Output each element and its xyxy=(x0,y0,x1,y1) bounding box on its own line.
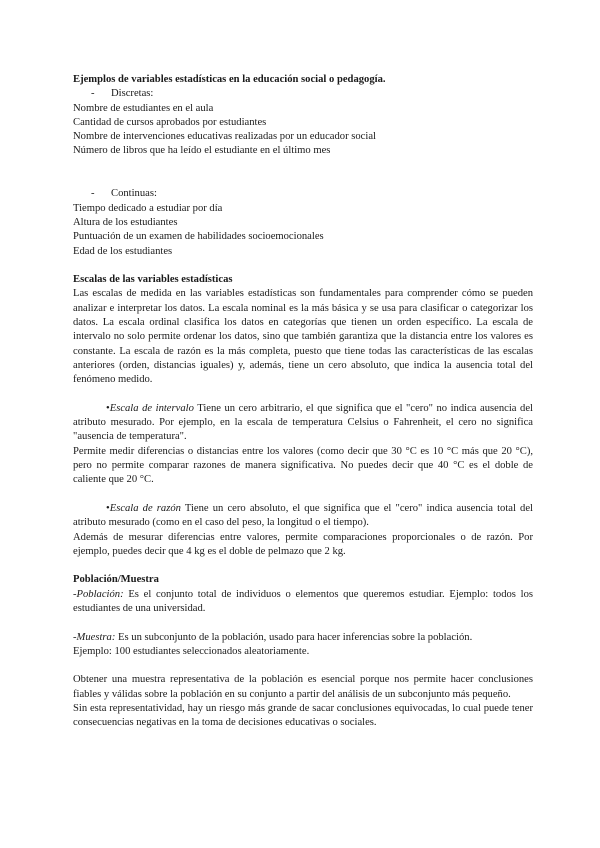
dash-marker: - xyxy=(91,88,95,100)
definition-text: Tiene un cero absoluto, el que significa que el "cero" indica ausencia total del atributo mesurado (como en el caso del peso, la longitud o el tiempo). xyxy=(73,502,534,529)
section-title-ejemplos: Ejemplos de variables estadísticas en la educación social o pedagogía. xyxy=(73,74,386,85)
spacer xyxy=(73,388,533,402)
list-heading-continuas xyxy=(73,187,533,201)
section-title-poblacion-muestra: Población/Muestra xyxy=(73,574,159,586)
paragraph-conclusion-1: Obtener una muestra representativa de la población es esencial porque nos permite hacer conclusiones fiables y válidas sobre la población en su conjunto a partir del análisis de un subconjunto más pequeño. xyxy=(73,674,533,700)
spacer xyxy=(73,616,533,630)
bullet-marker: • xyxy=(106,502,110,514)
spacer xyxy=(73,259,533,273)
section-title-escalas: Escalas de las variables estadísticas xyxy=(73,274,233,286)
list-heading-label: Discretas: xyxy=(111,88,154,100)
list-item: Nombre de intervenciones educativas realizadas por un educador social xyxy=(73,131,376,143)
paragraph-escala-intervalo xyxy=(73,402,533,445)
term-escala-razon: Escala de razón xyxy=(109,502,181,514)
paragraph-intervalo-extra: Permite medir diferencias o distancias entre los valores (como decir que 30 °C es 10 °C más que 20 °C), pero no permite comparar razones de manera significativa. No puedes decir que 40 °C es el doble de caliente que 20 °C. xyxy=(73,445,533,486)
spacer xyxy=(73,488,533,502)
muestra-example: Ejemplo: 100 estudiantes seleccionados aleatoriamente. xyxy=(73,645,310,657)
term-poblacion: -Población: xyxy=(73,588,124,600)
list-heading-label: Continuas: xyxy=(111,188,157,200)
paragraph-razon-extra: Además de mesurar diferencias entre valores, permite comparaciones proporcionales o de razón. Por ejemplo, puedes decir que 4 kg es el doble de pelmazo que 2 kg. xyxy=(73,531,533,557)
term-muestra: -Muestra: xyxy=(73,631,116,643)
spacer xyxy=(73,173,533,187)
list-item: Nombre de estudiantes en el aula xyxy=(73,102,214,114)
definition-text: Es un subconjunto de la población, usado para hacer inferencias sobre la población. xyxy=(118,631,473,643)
paragraph-escala-razon xyxy=(73,502,533,531)
list-heading-discretas xyxy=(73,87,533,101)
paragraph-poblacion xyxy=(73,588,533,617)
paragraph-muestra xyxy=(73,631,533,645)
dash-marker: - xyxy=(91,188,95,200)
bullet-marker: • xyxy=(106,402,110,414)
list-item: Edad de los estudiantes xyxy=(73,245,173,257)
list-item: Cantidad de cursos aprobados por estudiantes xyxy=(73,116,267,128)
list-item: Tiempo dedicado a estudiar por día xyxy=(73,202,223,214)
definition-text: Tiene un cero arbitrario, el que significa que el "cero" no indica ausencia del atributo mesurado. Por ejemplo, en la escala de temperatura Celsius o Fahrenheit, el cero no significa "ausencia de temperatura". xyxy=(73,402,533,443)
spacer xyxy=(73,559,533,573)
list-item: Número de libros que ha leído el estudiante en el último mes xyxy=(73,145,331,157)
spacer xyxy=(73,159,533,173)
definition-text: Es el conjunto total de individuos o elementos que queremos estudiar. Ejemplo: todos los estudiantes de una universidad. xyxy=(73,588,533,614)
list-item: Altura de los estudiantes xyxy=(73,216,178,228)
paragraph-escalas-intro: Las escalas de medida en las variables estadísticas son fundamentales para comprender cómo se pueden analizar e interpretar los datos. La escala nominal es la más básica y se usa para clasificar o categorizar los datos. La escala ordinal clasifica los datos en categorías que tienen un orden específico. La escala de intervalo no solo permite ordenar los datos, sino que también garantiza que la distancia entre los valores es constante. La escala de razón es la más completa, puesto que tiene todas las características de las escalas anteriores (orden, distancias iguales) y, además, tiene un cero absoluto, que indica la ausencia total del fenómeno medido. xyxy=(73,288,533,386)
document-body xyxy=(73,73,533,731)
spacer xyxy=(73,659,533,673)
paragraph-conclusion-2: Sin esta representatividad, hay un riesgo más grande de sacar conclusiones equivocadas, lo cual puede tener consecuencias negativas en la toma de decisiones educativas o sociales. xyxy=(73,703,533,729)
list-item: Puntuación de un examen de habilidades socioemocionales xyxy=(73,231,324,243)
term-escala-intervalo: Escala de intervalo xyxy=(109,402,194,414)
